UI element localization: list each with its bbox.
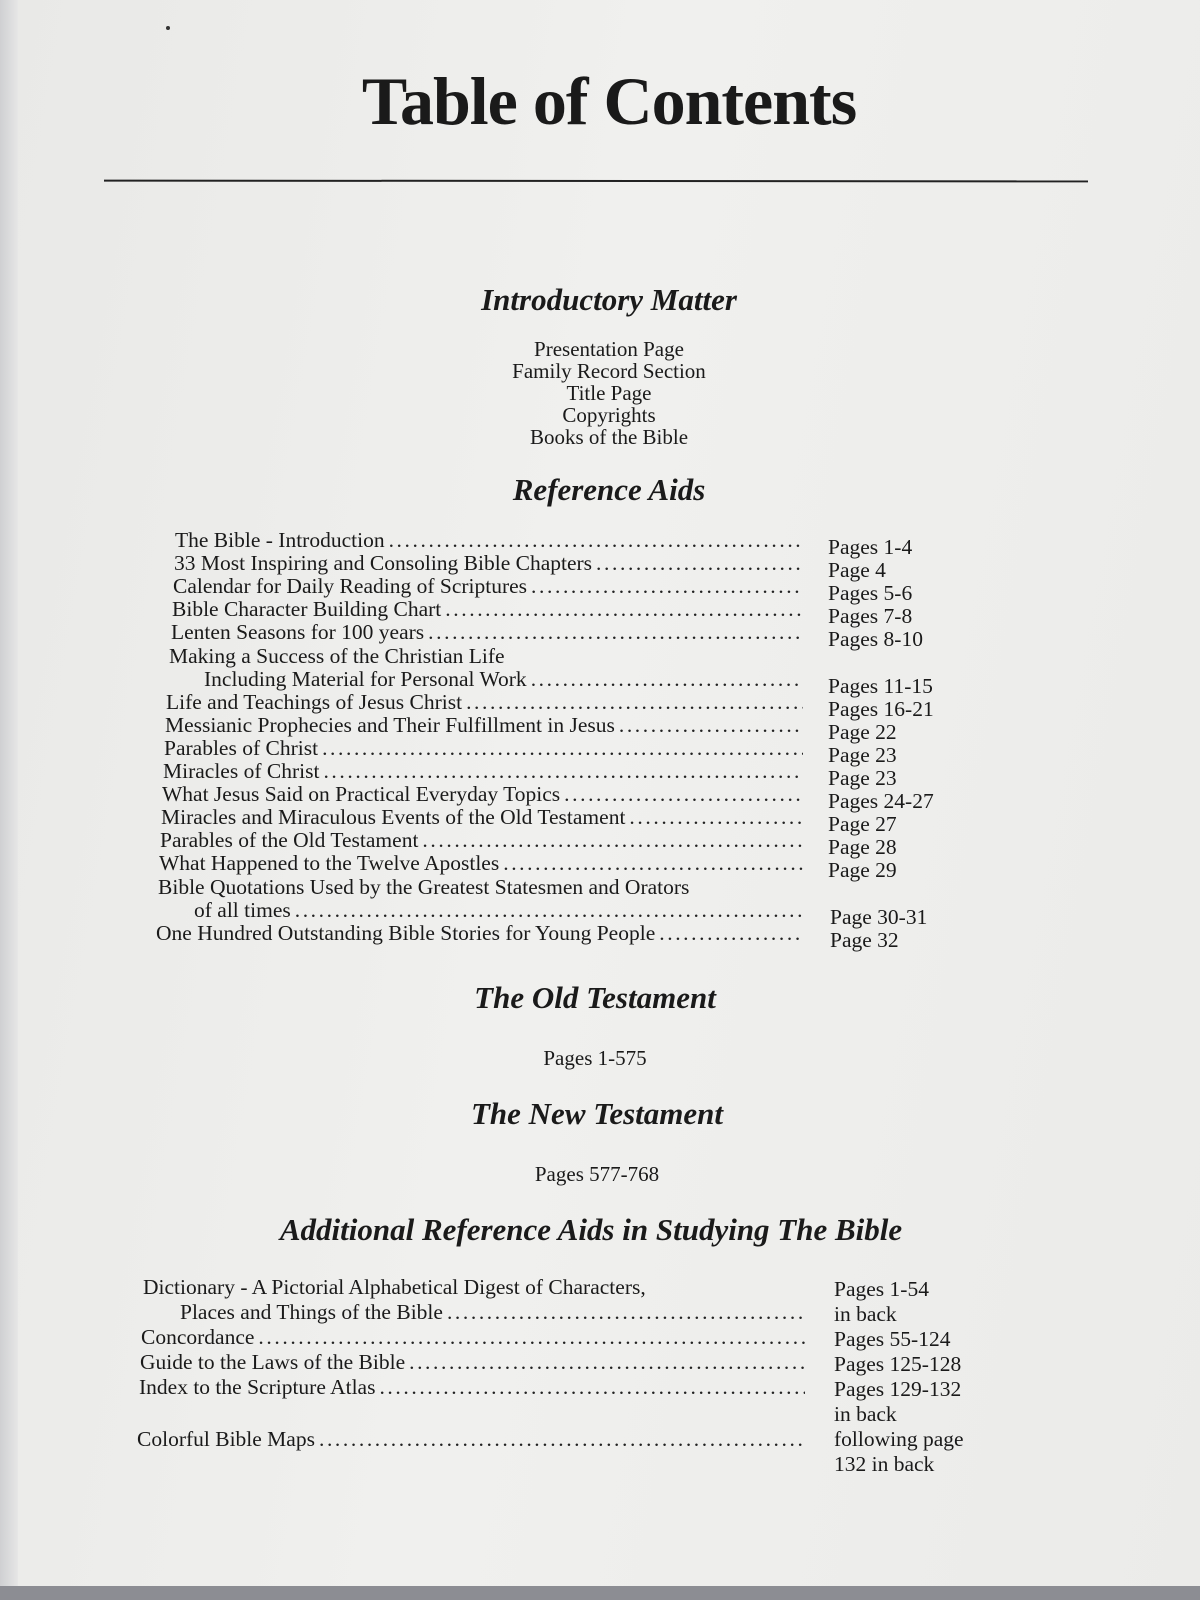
toc-entry[interactable] bbox=[137, 1428, 809, 1451]
toc-entry-label: Guide to the Laws of the Bible bbox=[140, 1350, 406, 1374]
toc-entry-label: Index to the Scripture Atlas bbox=[139, 1375, 376, 1399]
toc-entry[interactable] bbox=[166, 691, 807, 714]
toc-entry-page-continued: in back bbox=[834, 1402, 897, 1426]
page-speck bbox=[166, 26, 170, 30]
toc-entry-page: Pages 55-124 bbox=[834, 1327, 951, 1351]
toc-entry-page: Pages 125-128 bbox=[834, 1352, 962, 1376]
toc-entry[interactable] bbox=[194, 899, 807, 922]
toc-entry-page: Page 22 bbox=[828, 720, 897, 744]
toc-entry-page: Pages 7-8 bbox=[828, 604, 913, 628]
new-testament-pages[interactable]: Pages 577-768 bbox=[534, 1162, 660, 1186]
dot-leader bbox=[447, 1301, 805, 1324]
book-page bbox=[18, 0, 1200, 1586]
toc-entry[interactable] bbox=[180, 1301, 809, 1324]
dot-leader bbox=[428, 621, 803, 644]
dot-leader bbox=[389, 529, 803, 552]
old-testament-pages[interactable]: Pages 1-575 bbox=[543, 1046, 647, 1070]
toc-entry[interactable] bbox=[141, 1326, 809, 1349]
dot-leader bbox=[466, 691, 803, 714]
toc-entry-page: Pages 11-15 bbox=[828, 674, 933, 698]
toc-entry[interactable] bbox=[204, 668, 807, 691]
new-testament-heading: The New Testament bbox=[470, 1096, 723, 1131]
old-testament-heading: The Old Testament bbox=[474, 980, 716, 1015]
toc-entry-page: Page 27 bbox=[828, 812, 897, 836]
toc-entry[interactable] bbox=[160, 829, 807, 852]
introductory-list bbox=[18, 338, 1200, 448]
toc-entry-label: Colorful Bible Maps bbox=[137, 1427, 315, 1451]
toc-entry-label: Life and Teachings of Jesus Christ bbox=[166, 690, 463, 714]
introductory-item[interactable]: Books of the Bible bbox=[529, 425, 689, 449]
toc-entry-label: What Jesus Said on Practical Everyday Topics bbox=[162, 782, 561, 806]
introductory-item[interactable]: Presentation Page bbox=[534, 337, 684, 361]
toc-entry-label: Miracles and Miraculous Events of the Old Testament bbox=[161, 805, 626, 829]
toc-entry-label: One Hundred Outstanding Bible Stories for Young People bbox=[156, 921, 656, 945]
page-title: Table of Contents bbox=[361, 63, 857, 139]
toc-entry-label: Calendar for Daily Reading of Scriptures bbox=[173, 574, 528, 598]
background-surface bbox=[0, 1586, 1200, 1600]
toc-entry-label: Messianic Prophecies and Their Fulfillment in Jesus bbox=[165, 713, 615, 737]
toc-entry[interactable] bbox=[165, 714, 807, 737]
dot-leader bbox=[596, 552, 803, 575]
toc-entry-label[interactable]: Bible Quotations Used by the Greatest Statesmen and Orators bbox=[158, 875, 690, 899]
toc-entry-page: Pages 129-132 bbox=[834, 1377, 962, 1401]
toc-entry[interactable] bbox=[175, 529, 807, 552]
dot-leader bbox=[322, 737, 803, 760]
toc-entry[interactable] bbox=[156, 922, 807, 945]
dot-leader bbox=[422, 829, 803, 852]
dot-leader bbox=[258, 1326, 805, 1349]
toc-entry[interactable] bbox=[173, 575, 807, 598]
dot-leader bbox=[445, 598, 803, 621]
dot-leader bbox=[379, 1376, 805, 1399]
toc-entry[interactable] bbox=[163, 760, 807, 783]
toc-entry-page: Page 29 bbox=[828, 858, 897, 882]
dot-leader bbox=[629, 806, 803, 829]
toc-entry-page: Pages 8-10 bbox=[828, 627, 923, 651]
dot-leader bbox=[531, 575, 803, 598]
toc-entry-label[interactable]: Making a Success of the Christian Life bbox=[169, 644, 505, 668]
dot-leader bbox=[531, 668, 803, 691]
dot-leader bbox=[659, 922, 803, 945]
toc-entry-label: Parables of Christ bbox=[164, 736, 319, 760]
toc-entry-page: Page 30-31 bbox=[830, 905, 928, 929]
toc-entry-label: What Happened to the Twelve Apostles bbox=[159, 851, 500, 875]
toc-entry-page: Page 23 bbox=[828, 766, 897, 790]
dot-leader bbox=[319, 1428, 805, 1451]
toc-entry[interactable] bbox=[139, 1376, 809, 1399]
toc-entry-label: Lenten Seasons for 100 years bbox=[171, 620, 425, 644]
toc-entry-page: Page 32 bbox=[830, 928, 899, 952]
toc-entry-label-continued: Places and Things of the Bible bbox=[180, 1300, 443, 1324]
toc-entry-page-continued: in back bbox=[834, 1302, 897, 1326]
toc-entry[interactable] bbox=[171, 621, 807, 644]
toc-entry-page: Pages 16-21 bbox=[828, 697, 934, 721]
introductory-item[interactable]: Copyrights bbox=[562, 403, 656, 427]
toc-entry[interactable] bbox=[164, 737, 807, 760]
toc-entry-page: Pages 24-27 bbox=[828, 789, 934, 813]
dot-leader bbox=[409, 1351, 805, 1374]
toc-entry-label-continued: of all times bbox=[194, 898, 291, 922]
toc-entry-label: Parables of the Old Testament bbox=[160, 828, 419, 852]
toc-entry[interactable] bbox=[140, 1351, 809, 1374]
dot-leader bbox=[295, 899, 803, 922]
toc-entry-label: Bible Character Building Chart bbox=[172, 597, 442, 621]
toc-entry[interactable] bbox=[159, 852, 807, 875]
toc-entry[interactable] bbox=[174, 552, 807, 575]
toc-entry-page: Page 4 bbox=[828, 558, 886, 582]
toc-entry-label: The Bible - Introduction bbox=[175, 528, 385, 552]
toc-entry-page: Pages 1-4 bbox=[828, 535, 913, 559]
introductory-item[interactable]: Title Page bbox=[566, 381, 652, 405]
dot-leader bbox=[503, 852, 803, 875]
toc-entry-label[interactable]: Dictionary - A Pictorial Alphabetical Digest of Characters, bbox=[143, 1275, 646, 1299]
reference-aids-heading: Reference Aids bbox=[512, 472, 706, 507]
toc-entry[interactable] bbox=[161, 806, 807, 829]
toc-entry-label: 33 Most Inspiring and Consoling Bible Chapters bbox=[174, 551, 593, 575]
dot-leader bbox=[619, 714, 803, 737]
toc-entry-page: Pages 1-54 bbox=[834, 1277, 929, 1301]
additional-heading: Additional Reference Aids in Studying The Bible bbox=[279, 1212, 903, 1247]
toc-entry-label-continued: Including Material for Personal Work bbox=[204, 667, 527, 691]
title-rule bbox=[104, 180, 1088, 183]
introductory-item[interactable]: Family Record Section bbox=[512, 359, 706, 383]
toc-entry[interactable] bbox=[172, 598, 807, 621]
toc-entry-page-continued: 132 in back bbox=[834, 1452, 935, 1476]
toc-entry-page: Page 28 bbox=[828, 835, 897, 859]
dot-leader bbox=[323, 760, 803, 783]
introductory-heading: Introductory Matter bbox=[481, 282, 737, 317]
dot-leader bbox=[564, 783, 803, 806]
toc-entry[interactable] bbox=[162, 783, 807, 806]
toc-entry-page: following page bbox=[834, 1427, 964, 1451]
toc-entry-page: Page 23 bbox=[828, 743, 897, 767]
page-edge bbox=[0, 0, 18, 1600]
toc-entry-label: Miracles of Christ bbox=[163, 759, 320, 783]
toc-entry-label: Concordance bbox=[141, 1325, 255, 1349]
toc-entry-page: Pages 5-6 bbox=[828, 581, 913, 605]
